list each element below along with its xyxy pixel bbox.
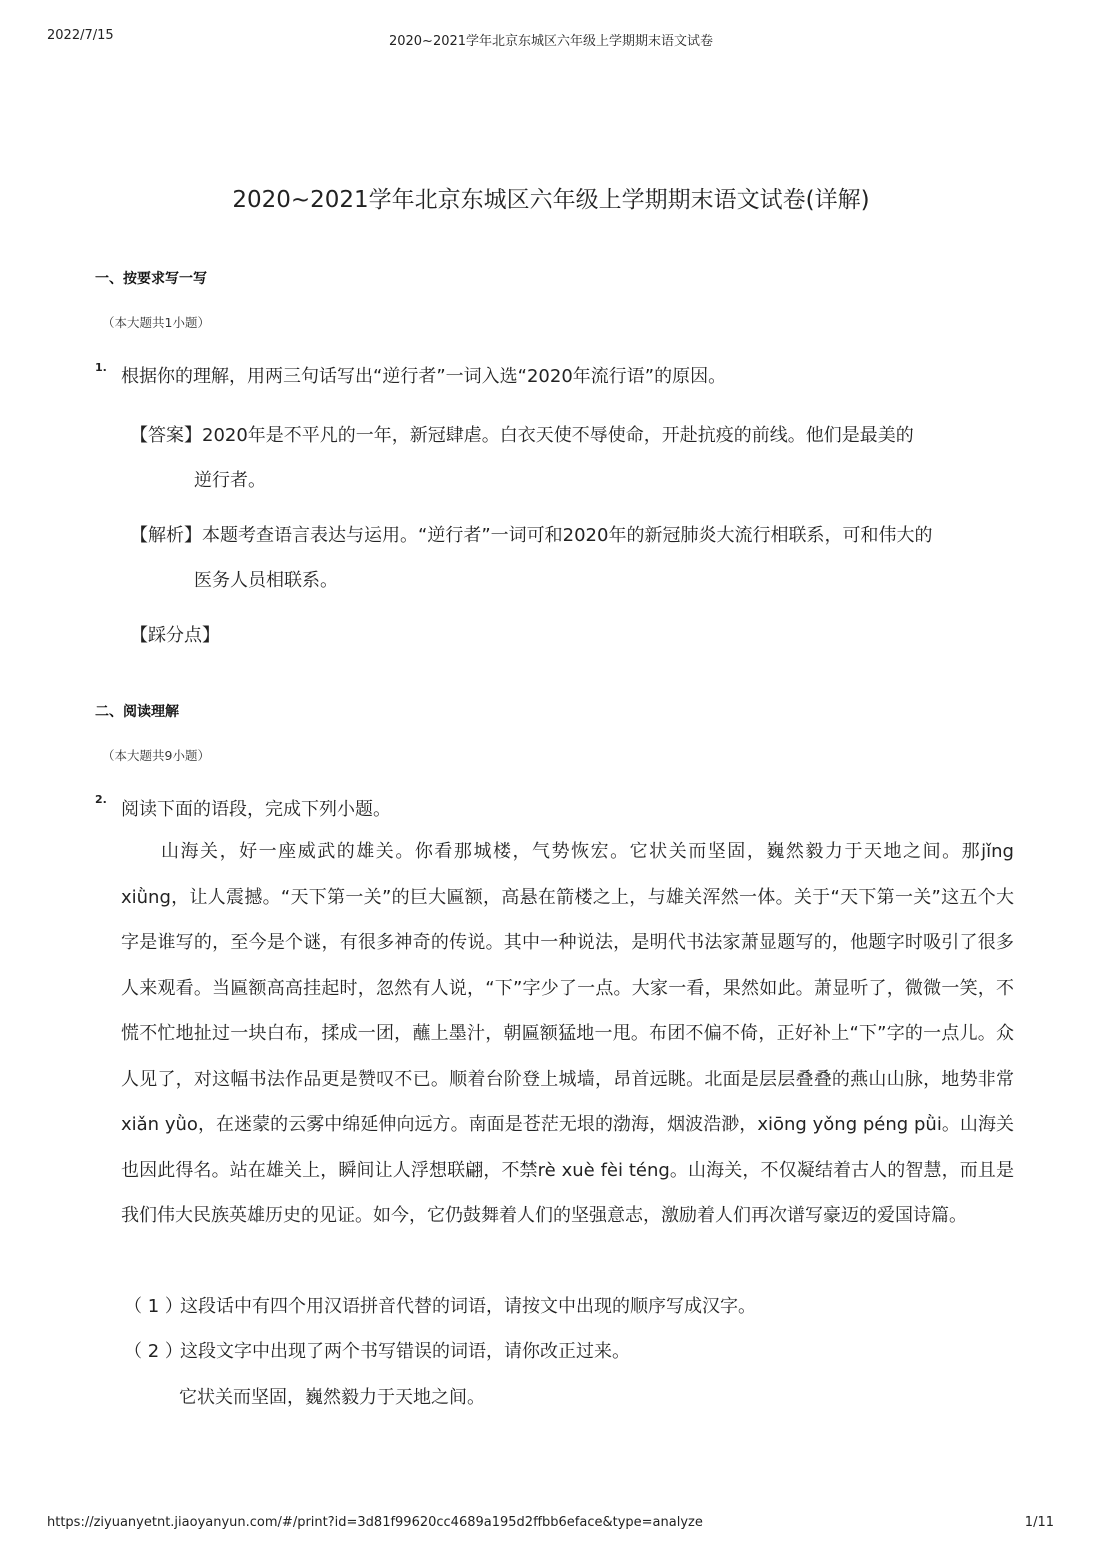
answer-label: 【答案】 [130,425,202,446]
analysis-line-1: 【解析】本题考查语言表达与运用。“逆行者”一词可和2020年的新冠肺炎大流行相联系，可和伟大的 [130,525,933,546]
print-footer-url: https://ziyuanyetnt.jiaoyanyun.com/#/print?id=3d81f99620cc4689a195d2ffbb6eface&type=analyze [47,1515,703,1530]
question-1-stem: 根据你的理解，用两三句话写出“逆行者”一词入选“2020年流行语”的原因。 [121,366,727,387]
answer-line-1: 【答案】2020年是不平凡的一年，新冠肆虐。白衣天使不辱使命，开赴抗疫的前线。他们是最美的 [130,425,914,446]
sub-question-1-number: （ 1 ） [124,1296,183,1317]
question-2-stem: 阅读下面的语段，完成下列小题。 [121,799,391,820]
sub-question-2-number: （ 2 ） [124,1341,183,1362]
question-1-number: 1. [95,361,107,374]
question-2-number: 2. [95,793,107,806]
section-2-title: 二、阅读理解 [95,704,179,720]
print-date: 2022/7/15 [47,28,114,43]
question-1-score-points [130,613,1010,658]
answer-line-2: 逆行者。 [194,470,266,491]
sub-question-1-text: 这段话中有四个用汉语拼音代替的词语，请按文中出现的顺序写成汉字。 [180,1296,756,1317]
quoted-sentence: 它状关而坚固，巍然毅力于天地之间。 [179,1387,485,1408]
sub-question-2-text: 这段文字中出现了两个书写错误的词语，请你改正过来。 [180,1341,630,1362]
analysis-line-2: 医务人员相联系。 [194,570,338,591]
section-2-note: （本大题共9小题） [102,748,210,763]
sub-question-1 [124,1292,756,1318]
analysis-label: 【解析】 [130,525,202,546]
question-1-answer [130,413,1010,503]
section-1-note: （本大题共1小题） [102,315,210,330]
section-1-title: 一、按要求写一写 [95,271,207,287]
sub-question-2 [124,1337,630,1363]
score-label: 【踩分点】 [130,625,220,646]
page-number: 1/11 [1024,1515,1054,1530]
reading-passage: 山海关，好一座威武的雄关。你看那城楼，气势恢宏。它状关而坚固，巍然毅力于天地之间。那jǐng xiǜng，让人震撼。“天下第一关”的巨大匾额，高悬在箭楼之上，与雄关浑然一体。关于“天下第一关”这五个大字是谁写的，至今是个谜，有很多神奇的传说。其中一种说法，是明代书法家萧显题写的，他题字时吸引了很多人来观看。当匾额高高挂起时，忽然有人说，“下”字少了一点。大家一看，果然如此。萧显听了，微微一笑，不慌不忙地扯过一块白布，揉成一团，蘸上墨汁，朝匾额猛地一甩。布团不偏不倚，正好补上“下”字的一点儿。众人见了，对这幅书法作品更是赞叹不已。顺着台阶登上城墙，昂首远眺。北面是层层叠叠的燕山山脉，地势非常xiǎn yǜo，在迷蒙的云雾中绵延伸向远方。南面是苍茫无垠的渤海，烟波浩渺，xiōng yǒng péng pǜi。山海关也因此得名。站在雄关上，瞬间让人浮想联翩，不禁rè xuè fèi téng。山海关，不仅凝结着古人的智慧，而且是我们伟大民族英雄历史的见证。如今，它仍鼓舞着人们的坚强意志，激励着人们再次谱写豪迈的爱国诗篇。 [121,841,1014,1226]
question-1-analysis [130,513,1010,603]
print-header-title: 2020~2021学年北京东城区六年级上学期期末语文试卷 [388,34,714,49]
document-title: 2020~2021学年北京东城区六年级上学期期末语文试卷(详解) [232,187,870,213]
